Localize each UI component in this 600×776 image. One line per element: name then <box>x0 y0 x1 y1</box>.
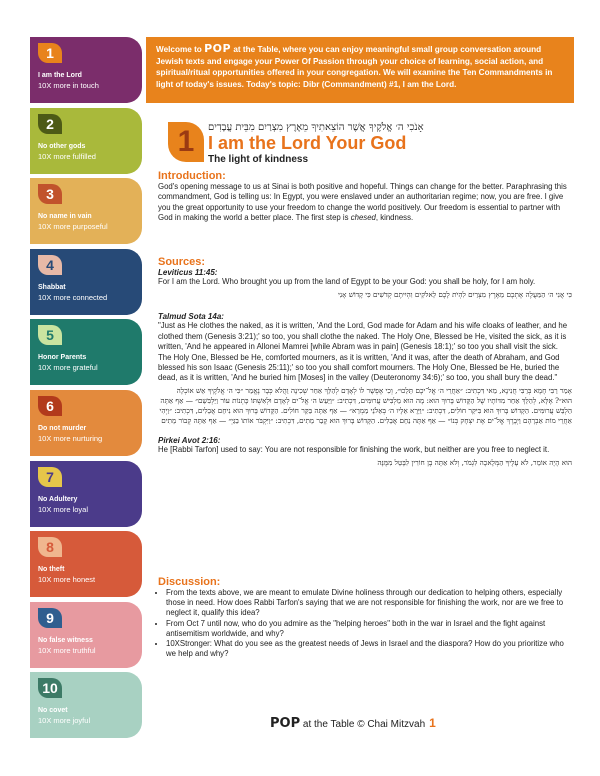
sources-heading: Sources: <box>158 256 206 268</box>
commandment-tagline: 10X more honest <box>38 575 96 585</box>
commandment-name: Honor Parents <box>38 354 87 362</box>
commandment-tagline: 10X more fulfilled <box>38 151 96 161</box>
pirkei-avot-reference: Pirkei Avot 2:16: <box>158 435 221 445</box>
introduction-section <box>158 170 572 224</box>
discussion-section <box>158 576 572 659</box>
pirkei-avot-text: He [Rabbi Tarfon] used to say: You are not responsible for finishing the work, but neither are you free to neglect it. <box>158 444 550 454</box>
commandment-name: No name in vain <box>38 213 92 221</box>
commandment-name: Shabbat <box>38 283 66 291</box>
leviticus-hebrew: כִּי אֲנִי ה׳ הַמַּעֲלֶה אֶתְכֶם מֵאֶרֶץ מִצְרַיִם לִהְיֹת לָכֶם לֵאלֹקִים וִהְיִיתֶם קְדֹשִׁים כִּי קָדוֹשׁ אָנִי <box>337 290 572 300</box>
commandment-number-icon: 6 <box>38 396 62 416</box>
commandment-tab-10 <box>30 672 142 738</box>
commandment-number-icon: 2 <box>38 114 62 134</box>
commandment-number-icon: 5 <box>38 325 62 345</box>
page-subtitle: The light of kindness <box>208 154 309 165</box>
commandments-sidebar <box>30 37 142 743</box>
page-title: I am the Lord Your God <box>208 133 407 153</box>
talmud-reference: Talmud Sota 14a: <box>158 312 224 322</box>
commandment-name: No false witness <box>38 636 93 644</box>
commandment-number-icon: 4 <box>38 255 62 275</box>
commandment-tab-9 <box>30 602 142 668</box>
banner-pop-logo: POP <box>204 42 232 55</box>
commandment-number-icon: 9 <box>38 608 62 628</box>
commandment-number-icon: 7 <box>38 467 62 487</box>
discussion-list <box>158 588 572 659</box>
commandment-number-icon: 1 <box>38 43 62 63</box>
commandment-name: Do not murder <box>38 424 87 432</box>
commandment-tab-7 <box>30 461 142 527</box>
commandment-tagline: 10X more purposeful <box>38 222 108 232</box>
footer-text: at the Table © Chai Mitzvah <box>300 719 426 730</box>
commandment-tab-2 <box>30 108 142 174</box>
commandment-tagline: 10X more truthful <box>38 645 96 655</box>
commandment-tab-3 <box>30 178 142 244</box>
commandment-tab-8 <box>30 531 142 597</box>
discussion-item: • From the texts above, we are meant to emulate Divine holiness through our dedication to helping others, especially those in need. How does Rabbi Tarfon's saying that we are not responsible for finishing the work, nor are we free to neglect it, qualify this idea? <box>166 588 572 619</box>
leviticus-text: For I am the Lord. Who brought you up from the land of Egypt to be your God: you shall be holy, for I am holy. <box>158 277 536 286</box>
commandment-number-icon: 8 <box>38 537 62 557</box>
commandment-number-badge: 1 <box>168 122 204 162</box>
commandment-tagline: 10X more loyal <box>38 504 89 514</box>
hebrew-title: אָנֹכִי ה׳ אֱלֹקֶיךָ אֲשֶׁר הוֹצֵאתִיךָ מֵאֶרֶץ מִצְרַיִם מִבֵּית עֲבָדִים <box>208 122 424 133</box>
leviticus-reference: Leviticus 11:45: <box>158 268 218 277</box>
talmud-text: "Just as He clothes the naked, as it is written, 'And the Lord, God made for Adam and his wife cloaks of leather, and he clothed them (Genesis 3:21);' so too, you shall clothe the naked. The Holy One, Blessed be He, visited the sick, as it is written, 'And he appeared in Allonei Mamrei [while Abram was in pain] (Genesis 18:1);' so too you shall visit the sick. The Holy One, Blessed be He, comforted mourners, as it is written, 'And it was, after the death of Abraham, and God blessed his son Isaac (Genesis 25:11);' so too you shall comfort mourners. The Holy One, Blessed be He, buried the dead, as it is written, 'And he buried him [Moses] in the valley (Deuteronomy 34:6);' so too, you shall bury the dead." <box>158 321 568 383</box>
discussion-item: • 10XStronger: What do you see as the greatest needs of Jews in Israel and the diaspora? How do you prioritize who we help and why? <box>166 639 572 659</box>
intro-text-end: , kindness. <box>375 213 414 223</box>
commandment-name: I am the Lord <box>38 72 82 79</box>
commandment-tab-4 <box>30 249 142 315</box>
banner-text-after: at the Table, where you can enjoy meaningful small group conversation around Jewish texts and engage your Power Of Passion through your choice of learning, social action, and spiritual/ritual opportunities offered in your congregation. We will examine the Ten Commandments in light of today's issues. Today's topic: Dibr (Commandment) #1, I am the Lord. <box>156 45 553 89</box>
discussion-heading: Discussion: <box>158 576 221 588</box>
commandment-tagline: 10X more nurturing <box>38 433 103 443</box>
introduction-heading: Introduction: <box>158 170 226 182</box>
commandment-tab-5 <box>30 319 142 385</box>
introduction-text <box>158 182 572 224</box>
pirkei-avot-hebrew: הוּא הָיָה אוֹמֵר, לֹא עָלֶיךָ הַמְּלָאכָה לִגְמֹר, וְלֹא אַתָּה בֶן חוֹרִין לִבָּטֵל מִמֶּנָּה <box>377 458 572 468</box>
talmud-hebrew: אָמַר רַבִּי חָמָא בְּרַבִּי חֲנִינָא, מַאי דִּכְתִיב: ״אַחֲרֵי ה׳ אֱלֹ־יכֶם תֵּלֵכוּ״, וְכִי אֶפְשָׁר לוֹ לְאָדָם לְהַלֵּךְ אַחַר שְׁכִינָה וַהֲלֹא כְּבָר נֶאֱמַר ״כִּי ה׳ אֱלֹקֶיךָ אֵשׁ אוֹכְלָה הוּא״? אֶלָּא, לְהַלֵּךְ אַחַר מִדּוֹתָיו שֶׁל הַקָּדוֹשׁ בָּרוּךְ הוּא: מָה הוּא מַלְבִּישׁ עֲרוּמִּים, דִּכְתִיב: ״וַיַּעַשׂ ה׳ אֱלֹ־ים לְאָדָם וּלְאִשְׁתּוֹ כָּתְנוֹת עוֹר וַיַּלְבִּשֵׁם״ — אַף אַתָּה הַלְבֵּשׁ עֲרוּמִּים. הַקָּדוֹשׁ בָּרוּךְ הוּא בִּיקֵּר חוֹלִים, דִּכְתִיב: ״וַיֵּרָא אֵלָיו ה׳ בְּאֵלֹנֵי מַמְרֵא״ — אַף אַתָּה בַּקֵּר חוֹלִים. הַקָּדוֹשׁ בָּרוּךְ הוּא נִיחֵם אֲבֵלִים, דִּכְתִיב: ״וַיְהִי אַחֲרֵי מוֹת אַבְרָהָם וַיְבָרֶךְ אֱלֹ־ים אֶת יִצְחָק בְּנוֹ״ — אַף אַתָּה נַחֵם אֲבֵלִים. הַקָּדוֹשׁ בָּרוּךְ הוּא קָבַר מֵתִים, דִּכְתִיב: ״וַיִּקְבֹּר אוֹתוֹ בַגַּיְ״ — אַף אַתָּה קְבוֹר מֵתִים <box>159 385 572 425</box>
page-number: 1 <box>429 716 436 730</box>
sources-section <box>158 256 572 468</box>
commandment-name: No Adultery <box>38 495 78 503</box>
commandment-number-icon: 10 <box>38 678 62 698</box>
commandment-name: No theft <box>38 566 65 574</box>
commandment-name: No other gods <box>38 142 86 150</box>
commandment-name: No covet <box>38 707 68 715</box>
commandment-tab-1 <box>30 37 142 103</box>
footer-pop-logo: POP <box>270 716 301 731</box>
intro-text-part: God's opening message to us at Sinai is both positive and hopeful. Things can change for the better. Paraphrasing this commandment, God is telling us: In Egypt, you were enslaved under an authoritarian regime; now, you are free. I give you the great opportunity to use your freedom to change the world positively. Our freedom is essential to partner with God in making the world a better place. The first step is <box>158 182 567 223</box>
banner-text-before: Welcome to <box>156 45 205 54</box>
commandment-tagline: 10X more connected <box>38 292 108 302</box>
discussion-item: • From Oct 7 until now, who do you admire as the "helping heroes" both in the war in Israel and the fight against antisemitism worldwide, and why? <box>166 619 572 639</box>
welcome-banner <box>146 37 574 103</box>
intro-emphasis: chesed <box>350 213 376 223</box>
commandment-tagline: 10X more grateful <box>38 363 98 373</box>
commandment-number-icon: 3 <box>38 184 62 204</box>
commandment-tagline: 10X more in touch <box>38 81 99 90</box>
commandment-tab-6 <box>30 390 142 456</box>
footer <box>270 716 436 731</box>
commandment-tagline: 10X more joyful <box>38 716 91 726</box>
